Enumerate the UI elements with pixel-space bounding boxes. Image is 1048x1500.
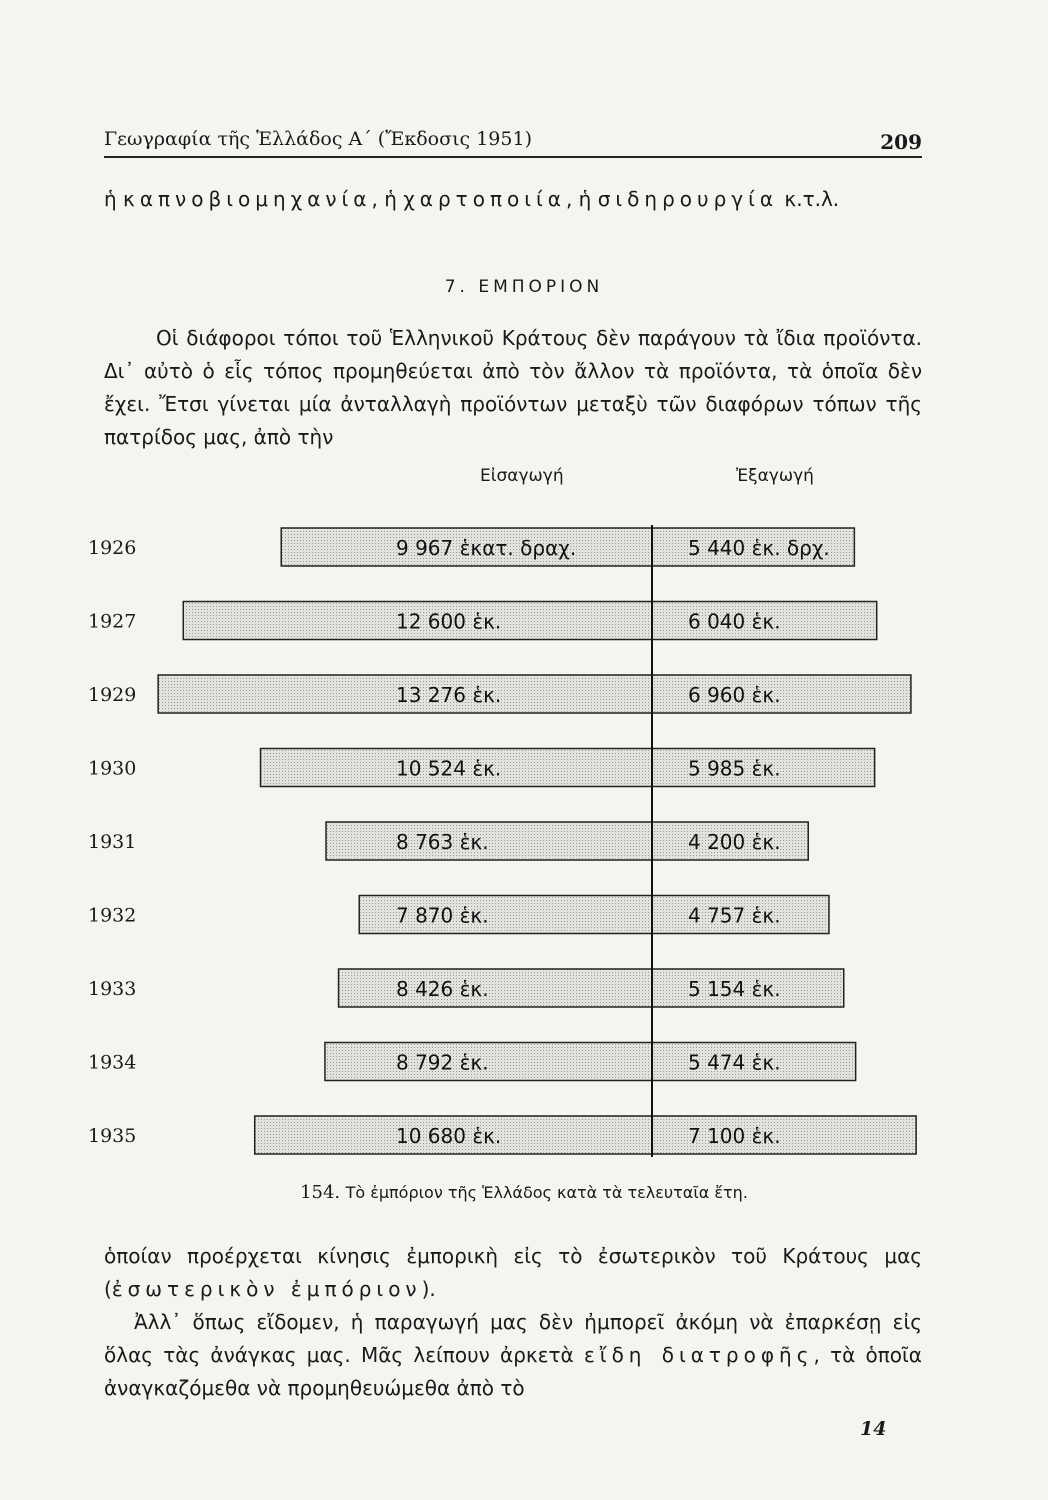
year-label: 1931 <box>88 831 137 853</box>
year-label: 1930 <box>88 757 137 780</box>
imports-column-header: Εἰσαγωγή <box>480 466 564 486</box>
figure-caption-text: Τὸ ἐμπόριον τῆς Ἑλλάδος κατὰ τὰ τελευταῖα ἔτη. <box>345 1183 748 1202</box>
paragraph-1: Οἱ διάφοροι τόποι τοῦ Ἑλληνικοῦ Κράτους δὲν παράγουν τὰ ἴδια προϊόντα. Δι᾽ αὐτὸ ὁ εἷς τόπος προμηθεύεται ἀπὸ τὸν ἄλλον τὰ προϊόντα, τὰ ὁποῖα δὲν ἔχει. Ἔτσι γίνεται μία ἀνταλλαγὴ προϊόντων μεταξὺ τῶν διαφόρων τόπων τῆς πατρίδος μας, ἀπὸ τὴν <box>104 326 922 449</box>
year-label: 1932 <box>88 904 137 927</box>
import-value-label: 8 426 ἑκ. <box>396 977 489 1001</box>
page-number: 209 <box>880 130 922 154</box>
export-value-label: 5 474 ἑκ. <box>688 1050 781 1075</box>
import-value-label: 12 600 ἑκ. <box>396 609 502 634</box>
export-value-label: 6 040 ἑκ. <box>688 609 781 634</box>
paragraph-3: Ἀλλ᾽ ὅπως εἴδομεν, ἡ παραγωγή μας δὲν ἠμπορεῖ ἀκόμη νὰ ἐπαρκέσῃ εἰς ὅλας τὰς ἀνάγκας μας. Μᾶς λείπουν ἀρκετὰ εἴδη διατροφῆς, τὰ ὁποῖα ἀναγκαζόμεθα νὰ προμηθευώμεθα ἀπὸ τὸ <box>104 1310 922 1400</box>
year-label: 1935 <box>88 1125 137 1147</box>
export-value-label: 5 154 ἑκ. <box>688 977 781 1001</box>
export-value-label: 4 200 ἑκ. <box>688 830 781 854</box>
figure-number: 154. <box>300 1182 341 1203</box>
import-value-label: 13 276 ἑκ. <box>396 683 502 707</box>
intro-text: ἡ καπνοβιομηχανία, ἡ χαρτοποιία, ἡ σιδηρουργία κ.τ.λ. <box>104 187 840 211</box>
book-title: Γεωγραφία τῆς Ἑλλάδος Α΄ (Ἔκδοσις 1951) <box>104 128 532 150</box>
export-value-label: 5 985 ἑκ. <box>688 756 781 781</box>
import-value-label: 10 680 ἑκ. <box>396 1124 502 1148</box>
year-label: 1926 <box>88 537 137 559</box>
year-label: 1929 <box>88 684 137 706</box>
paragraph-2: ὁποίαν προέρχεται κίνησις ἐμπορικὴ εἰς τὸ ἐσωτερικὸν τοῦ Κράτους μας (ἐσωτερικὸν ἐμπόριον). <box>104 1244 922 1301</box>
signature-number: 14 <box>860 1418 887 1440</box>
import-value-label: 7 870 ἑκ. <box>396 903 489 928</box>
import-bar <box>326 822 652 860</box>
export-value-label: 5 440 ἑκ. δρχ. <box>688 536 830 560</box>
import-value-label: 9 967 ἑκατ. δραχ. <box>396 536 577 560</box>
section-title: 7. ΕΜΠΟΡΙΟΝ <box>444 277 604 297</box>
year-label: 1933 <box>88 978 137 1000</box>
import-value-label: 8 792 ἑκ. <box>396 1050 489 1075</box>
figure-caption <box>0 1182 1048 1203</box>
year-label: 1927 <box>88 610 137 633</box>
exports-column-header: Ἐξαγωγή <box>736 466 814 486</box>
export-value-label: 6 960 ἑκ. <box>688 683 781 707</box>
export-value-label: 4 757 ἑκ. <box>688 903 781 928</box>
year-label: 1934 <box>88 1051 137 1074</box>
import-value-label: 8 763 ἑκ. <box>396 830 489 854</box>
export-value-label: 7 100 ἑκ. <box>688 1124 781 1148</box>
import-value-label: 10 524 ἑκ. <box>396 756 502 781</box>
import-bar <box>339 969 652 1007</box>
